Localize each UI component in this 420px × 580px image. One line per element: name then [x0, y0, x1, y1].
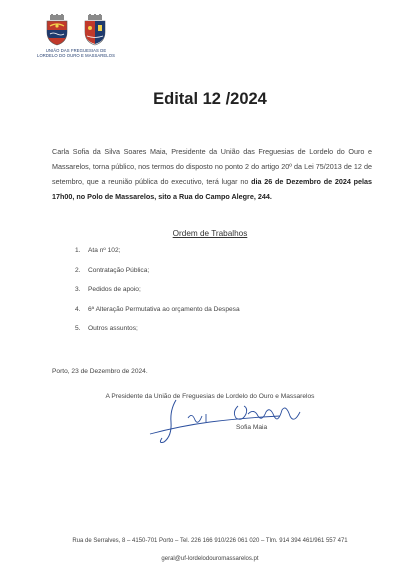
- agenda-text: Outros assuntos;: [88, 325, 138, 332]
- agenda-number: 5.: [75, 325, 81, 332]
- paragraph-bold-details: dia 26 de Dezembro de 2024 pelas 17h00, no Polo de Massarelos, sito a Rua do Campo Alegre, 244.: [52, 177, 372, 201]
- edital-title: Edital 12 /2024: [153, 90, 267, 108]
- agenda-title: Ordem de Trabalhos: [172, 229, 248, 238]
- signer-name: Sofia Maia: [236, 424, 268, 431]
- handwritten-signature: [140, 396, 320, 446]
- list-item: [75, 325, 240, 345]
- list-item: [75, 247, 240, 267]
- date-line: Porto, 23 de Dezembro de 2024.: [52, 368, 148, 375]
- agenda-number: 4.: [75, 305, 81, 313]
- header-logos: [34, 14, 118, 58]
- footer-email: geral@uf-lordelodouromassarelos.pt: [161, 556, 259, 562]
- agenda-text: Pedidos de apoio;: [88, 286, 141, 293]
- coat-of-arms-left-icon: [41, 14, 73, 46]
- paragraph-text: Carla Sofia da Silva Soares Maia, Presidente da União das Freguesias de Lordelo do Ouro e Massarelos, torna público, nos termos do disposto no ponto 2 do artigo 20º da Lei 75/2013 de 12 de setembro, que a reunião pública do executivo, terá lugar no: [52, 147, 372, 186]
- signer-role: A Presidente da União de Freguesias de Lordelo do Ouro e Massarelos: [105, 393, 315, 400]
- agenda-text: Ata nº 102;: [88, 247, 121, 254]
- agenda-text: Contratação Pública;: [88, 266, 150, 274]
- agenda-number: 3.: [75, 286, 81, 293]
- agenda-list: [75, 247, 240, 345]
- agenda-text: 6ª Alteração Permutativa ao orçamento da Despesa: [88, 305, 240, 313]
- list-item: [75, 306, 240, 326]
- logo-caption-line2: LORDELO DO OURO E MASSARELOS: [37, 53, 115, 58]
- list-item: [75, 267, 240, 287]
- agenda-number: 2.: [75, 266, 81, 274]
- logo-caption-line1: UNIÃO DAS FREGUESIAS DE: [45, 48, 107, 53]
- footer-address: Rua de Serralves, 8 – 4150-701 Porto – Tel. 226 166 910/226 061 020 – Tlm. 914 394 461/961 557 471: [72, 538, 348, 544]
- agenda-number: 1.: [75, 247, 81, 254]
- list-item: [75, 286, 240, 306]
- logo-caption: [34, 48, 118, 58]
- coat-of-arms-right-icon: [79, 14, 111, 46]
- announcement-paragraph: [52, 144, 372, 204]
